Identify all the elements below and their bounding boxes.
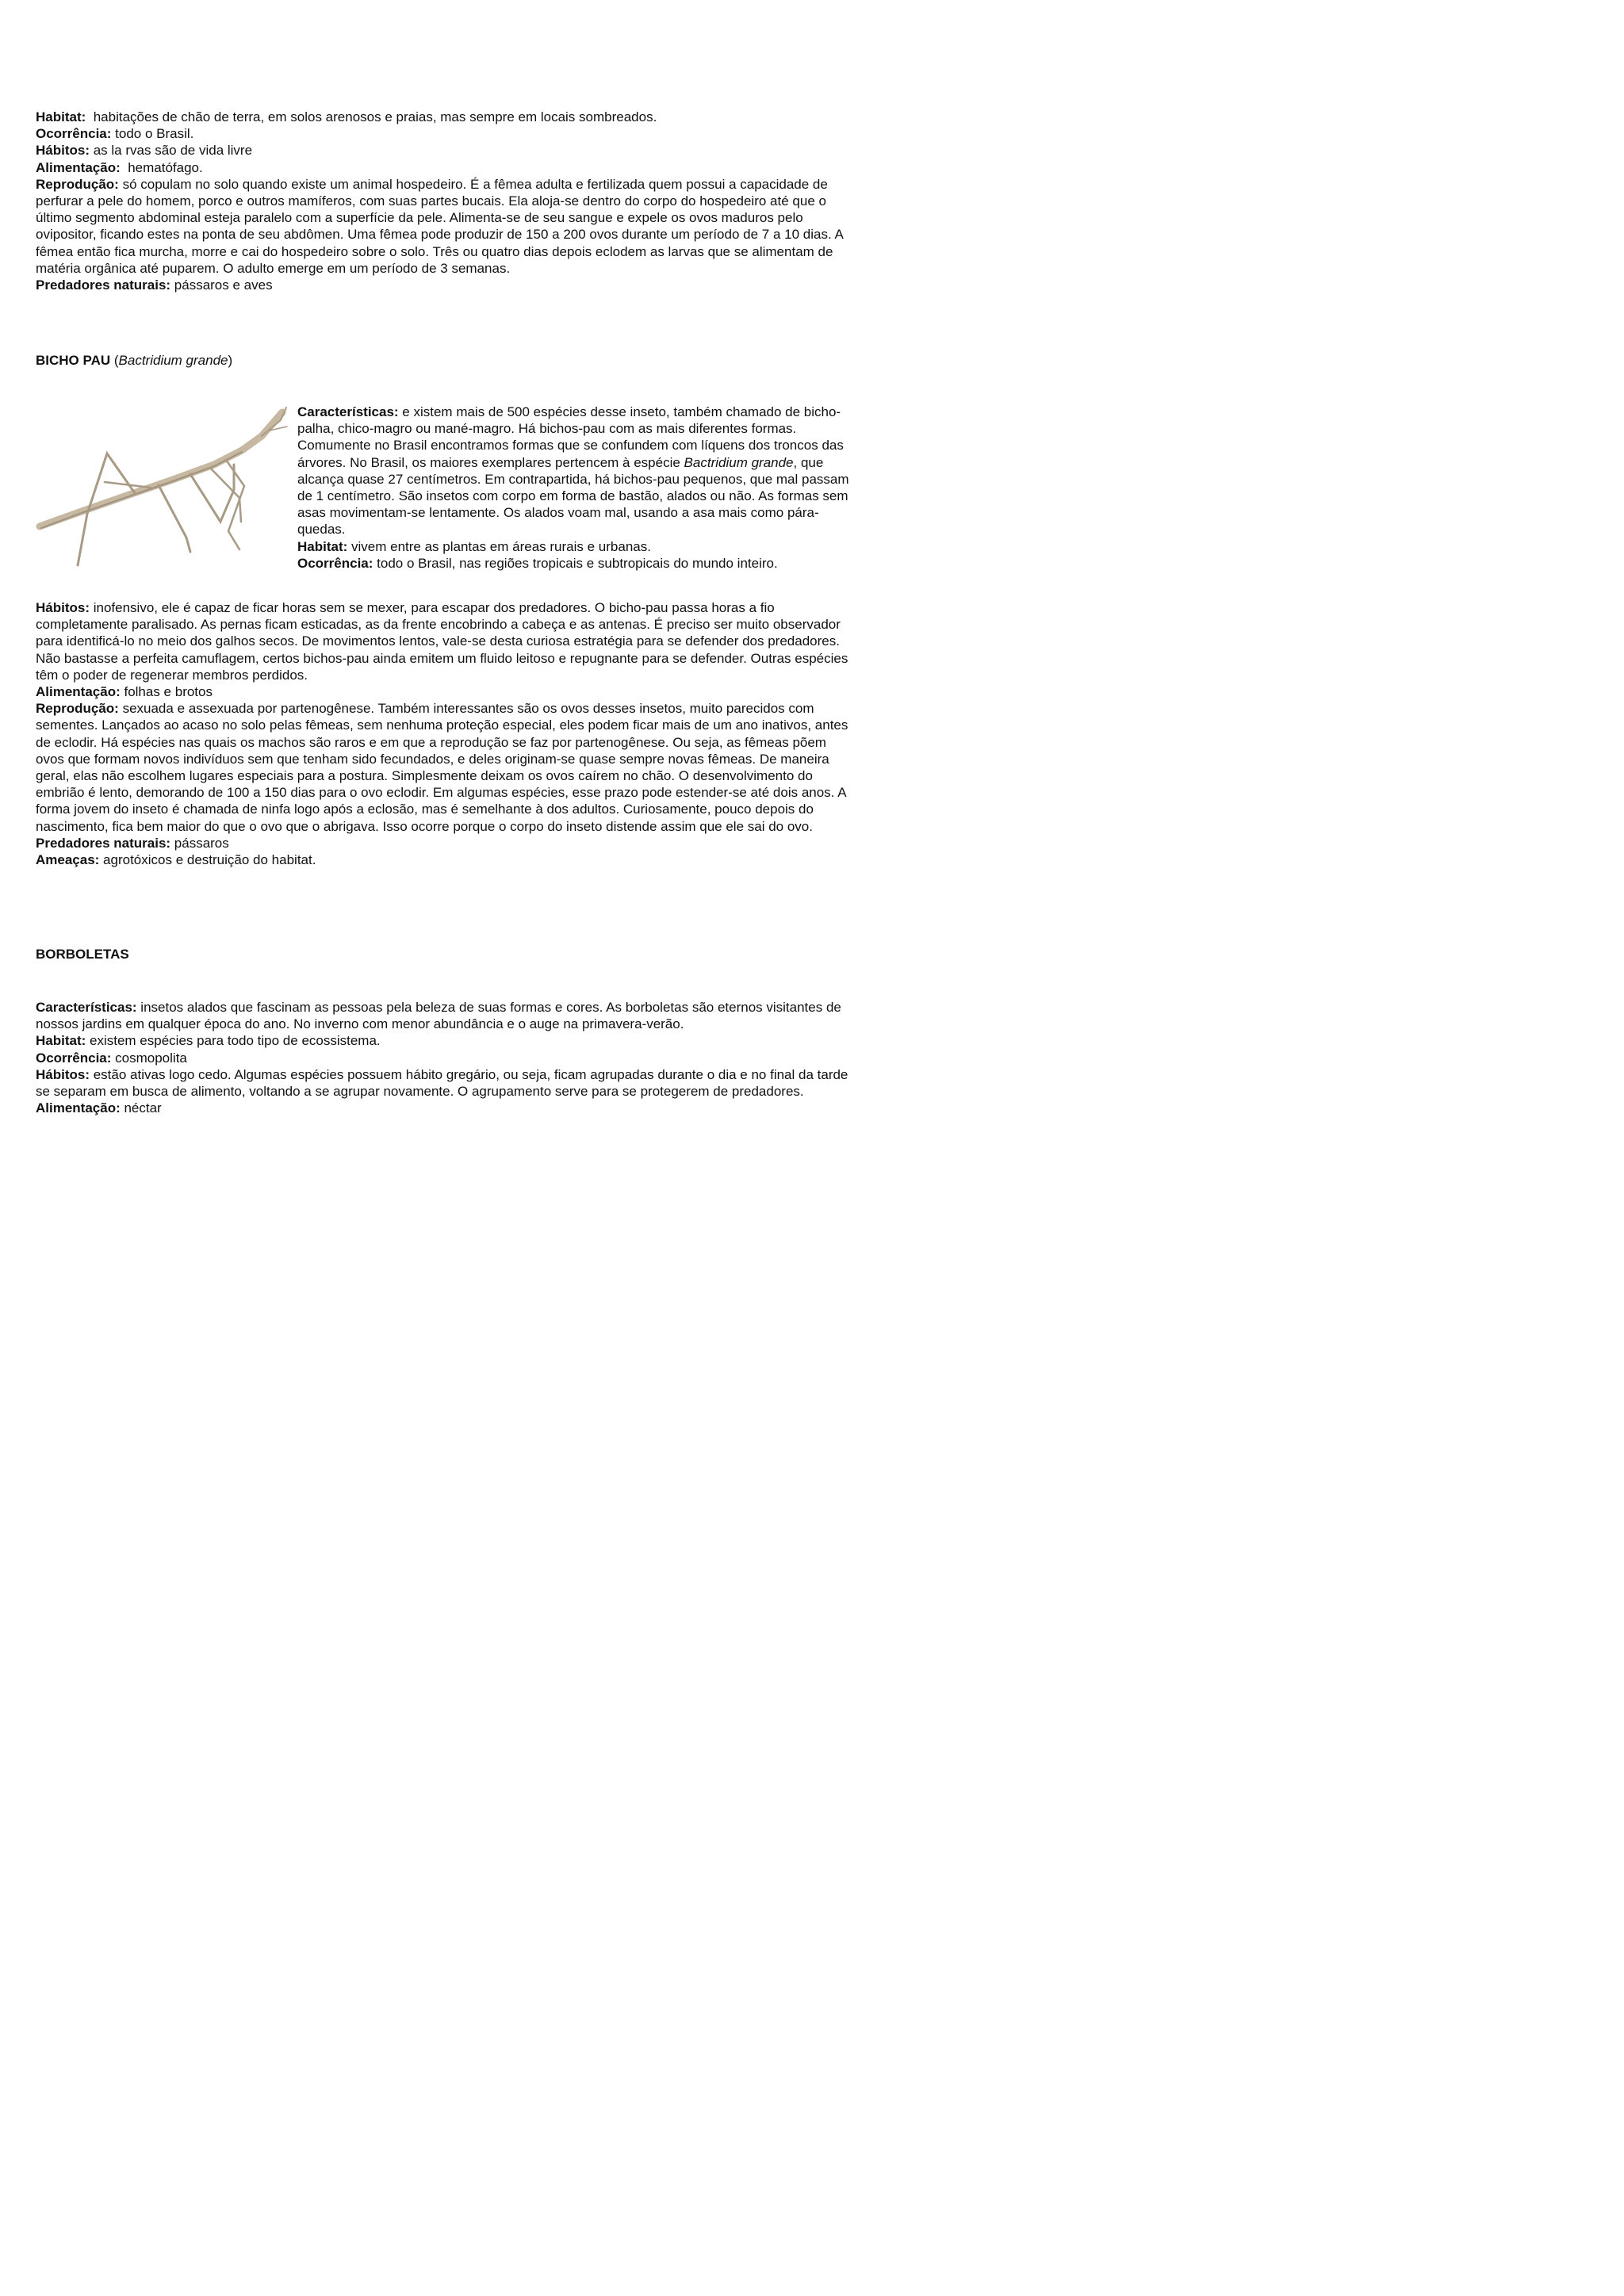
predadores-label: Predadores naturais: <box>36 277 171 293</box>
ocorrencia-label: Ocorrência: <box>36 126 112 142</box>
habitat-value: existem espécies para todo tipo de ecossistema. <box>86 1033 381 1049</box>
caracteristicas-value-a: e xistem mais de 500 espécies desse inseto, também chamado de bicho-palha, chico-magro ou mané-magro. Há bichos-pau com as mais diferentes formas. Comumente no Brasil encontramos formas que se confundem com líquens dos troncos das árvores. No Brasil, os maiores exemplares pertencem à espécie <box>297 404 844 470</box>
reproducao-paragraph <box>36 176 848 277</box>
ocorrencia-value: cosmopolita <box>111 1050 187 1066</box>
bicho-pau-main-text <box>36 599 848 868</box>
ocorrencia-value: todo o Brasil. <box>111 126 194 142</box>
habitos-line <box>36 142 848 159</box>
predadores-value: pássaros <box>170 835 229 851</box>
alimentacao-label: Alimentação: <box>36 684 121 700</box>
reproducao-value: só copulam no solo quando existe um animal hospedeiro. É a fêmea adulta e fertilizada quem possui a capacidade de perfurar a pele do homem, porco e outros mamíferos, com suas partes bucais. Ela aloja-se dentro do corpo do hospedeiro até que o último segmento abdominal esteja paralelo com a superfície da pele. Alimenta-se de seu sangue e expele os ovos maduros pelo ovipositor, ficando estes na ponta de seu abdômen. Uma fêmea pode produzir de 150 a 200 ovos durante um período de 7 a 10 dias. A fêmea então fica murcha, morre e cai do hospedeiro sobre o solo. Três ou quatro dias depois eclodem as larvas que se alimentam de matéria orgânica até puparem. O adulto emerge em um período de 3 semanas. <box>36 176 843 276</box>
habitat-line <box>36 109 848 125</box>
borboletas-heading <box>36 946 129 962</box>
predadores-value: pássaros e aves <box>170 277 273 293</box>
alimentacao-value: néctar <box>120 1100 162 1116</box>
caracteristicas-paragraph <box>36 999 848 1032</box>
habitat-value: vivem entre as plantas em áreas rurais e urbanas. <box>347 538 651 554</box>
habitos-value: estão ativas logo cedo. Algumas espécies possuem hábito gregário, ou seja, ficam agrupadas durante o dia e no final da tarde se separam em busca de alimento, voltando a se agrupar novamente. O agrupamento serve para se protegerem de predadores. <box>36 1066 848 1100</box>
alimentacao-value: folhas e brotos <box>120 684 213 700</box>
scientific-open: ( <box>110 353 119 368</box>
habitos-label: Hábitos: <box>36 1066 90 1082</box>
ocorrencia-line <box>36 1050 848 1066</box>
bicho-pau-title: BICHO PAU <box>36 353 111 368</box>
habitat-label: Habitat: <box>36 109 86 124</box>
habitos-paragraph <box>36 1066 848 1100</box>
ocorrencia-label: Ocorrência: <box>36 1050 112 1066</box>
habitos-label: Hábitos: <box>36 143 90 159</box>
alimentacao-line <box>36 159 848 176</box>
scientific-name: Bactridium grande <box>118 353 228 368</box>
caracteristicas-paragraph <box>297 404 852 538</box>
insect-body <box>40 412 282 526</box>
alimentacao-line <box>36 683 848 700</box>
alimentacao-line <box>36 1100 848 1116</box>
habitos-label: Hábitos: <box>36 600 90 615</box>
predadores-label: Predadores naturais: <box>36 835 171 851</box>
ocorrencia-line <box>297 555 852 572</box>
section-1-text <box>36 109 848 293</box>
habitat-line <box>36 1032 848 1049</box>
caracteristicas-value: insetos alados que fascinam as pessoas pela beleza de suas formas e cores. As borboletas são eternos visitantes de nossos jardins em qualquer época do ano. No inverno com menor abundância e o auge na primavera-verão. <box>36 1000 841 1032</box>
ameacas-line <box>36 851 848 868</box>
borboletas-text <box>36 999 848 1116</box>
habitat-line <box>297 538 852 555</box>
ocorrencia-label: Ocorrência: <box>297 555 373 571</box>
reproducao-value: sexuada e assexuada por partenogênese. Também interessantes são os ovos desses insetos, muito parecidos com sementes. Lançados ao acaso no solo pelas fêmeas, sem nenhuma proteção especial, eles podem ficar mais de um ano inativos, antes de eclodir. Há espécies nas quais os machos são raros e em que a reprodução se faz por partenogênese. Ou seja, as fêmeas põem ovos que formam novos indivíduos sem que tenham sido fecundados, e deles originam-se quase sempre novas fêmeas. De maneira geral, elas não escolhem lugares especiais para a postura. Simplesmente deixam os ovos caírem no chão. O desenvolvimento do embrião é lento, demorando de 100 a 150 dias para o ovo eclodir. Em algumas espécies, esse prazo pode estender-se até dois anos. A forma jovem do inseto é chamada de ninfa logo após a eclosão, mas é semelhante à dos adultos. Curiosamente, pouco depois do nascimento, fica bem maior do que o ovo que o abrigava. Isso ocorre porque o corpo do inseto distende assim que ele sai do ovo. <box>36 701 848 834</box>
habitos-value: inofensivo, ele é capaz de ficar horas sem se mexer, para escapar dos predadores. O bicho-pau passa horas a fio completamente paralisado. As pernas ficam esticadas, as da frente encobrindo a cabeça e as antenas. É preciso ser muito observador para identificá-lo no meio dos galhos secos. De movimentos lentos, vale-se desta curiosa estratégia para se defender dos predadores. Não bastasse a perfeita camuflagem, certos bichos-pau ainda emitem um fluido leitoso e repugnante para se defender. Outras espécies têm o poder de regenerar membros perdidos. <box>36 600 848 683</box>
caracteristicas-label: Características: <box>36 1000 137 1015</box>
reproducao-paragraph <box>36 700 848 835</box>
stick-insect-image <box>32 403 289 573</box>
alimentacao-label: Alimentação: <box>36 1100 121 1116</box>
predadores-line <box>36 277 848 293</box>
borboletas-title: BORBOLETAS <box>36 947 129 962</box>
habitat-label: Habitat: <box>36 1033 86 1049</box>
ameacas-value: agrotóxicos e destruição do habitat. <box>99 852 316 868</box>
habitos-value: as la rvas são de vida livre <box>90 143 253 159</box>
alimentacao-value: hematófago. <box>120 159 203 175</box>
bicho-pau-heading <box>36 352 232 369</box>
caracteristicas-value-b: , que alcança quase 27 centímetros. Em contrapartida, há bichos-pau pequenos, que mal passam de 1 centímetro. São insetos com corpo em forma de bastão, alados ou não. As formas sem asas movimentam-se lentamente. Os alados voam mal, usando a asa mais como pára-quedas. <box>297 454 849 538</box>
ocorrencia-line <box>36 125 848 142</box>
reproducao-label: Reprodução: <box>36 176 119 192</box>
bicho-pau-side-text <box>297 404 852 572</box>
caracteristicas-label: Características: <box>297 404 399 419</box>
habitat-label: Habitat: <box>297 538 348 554</box>
scientific-close: ) <box>228 353 233 368</box>
caracteristicas-species: Bactridium grande <box>684 454 794 470</box>
reproducao-label: Reprodução: <box>36 701 119 717</box>
habitat-value: habitações de chão de terra, em solos arenosos e praias, mas sempre em locais sombreados. <box>86 109 657 124</box>
habitos-paragraph <box>36 599 848 683</box>
ocorrencia-value: todo o Brasil, nas regiões tropicais e subtropicais do mundo inteiro. <box>373 555 778 571</box>
ameacas-label: Ameaças: <box>36 852 100 868</box>
alimentacao-label: Alimentação: <box>36 159 121 175</box>
predadores-line <box>36 835 848 851</box>
